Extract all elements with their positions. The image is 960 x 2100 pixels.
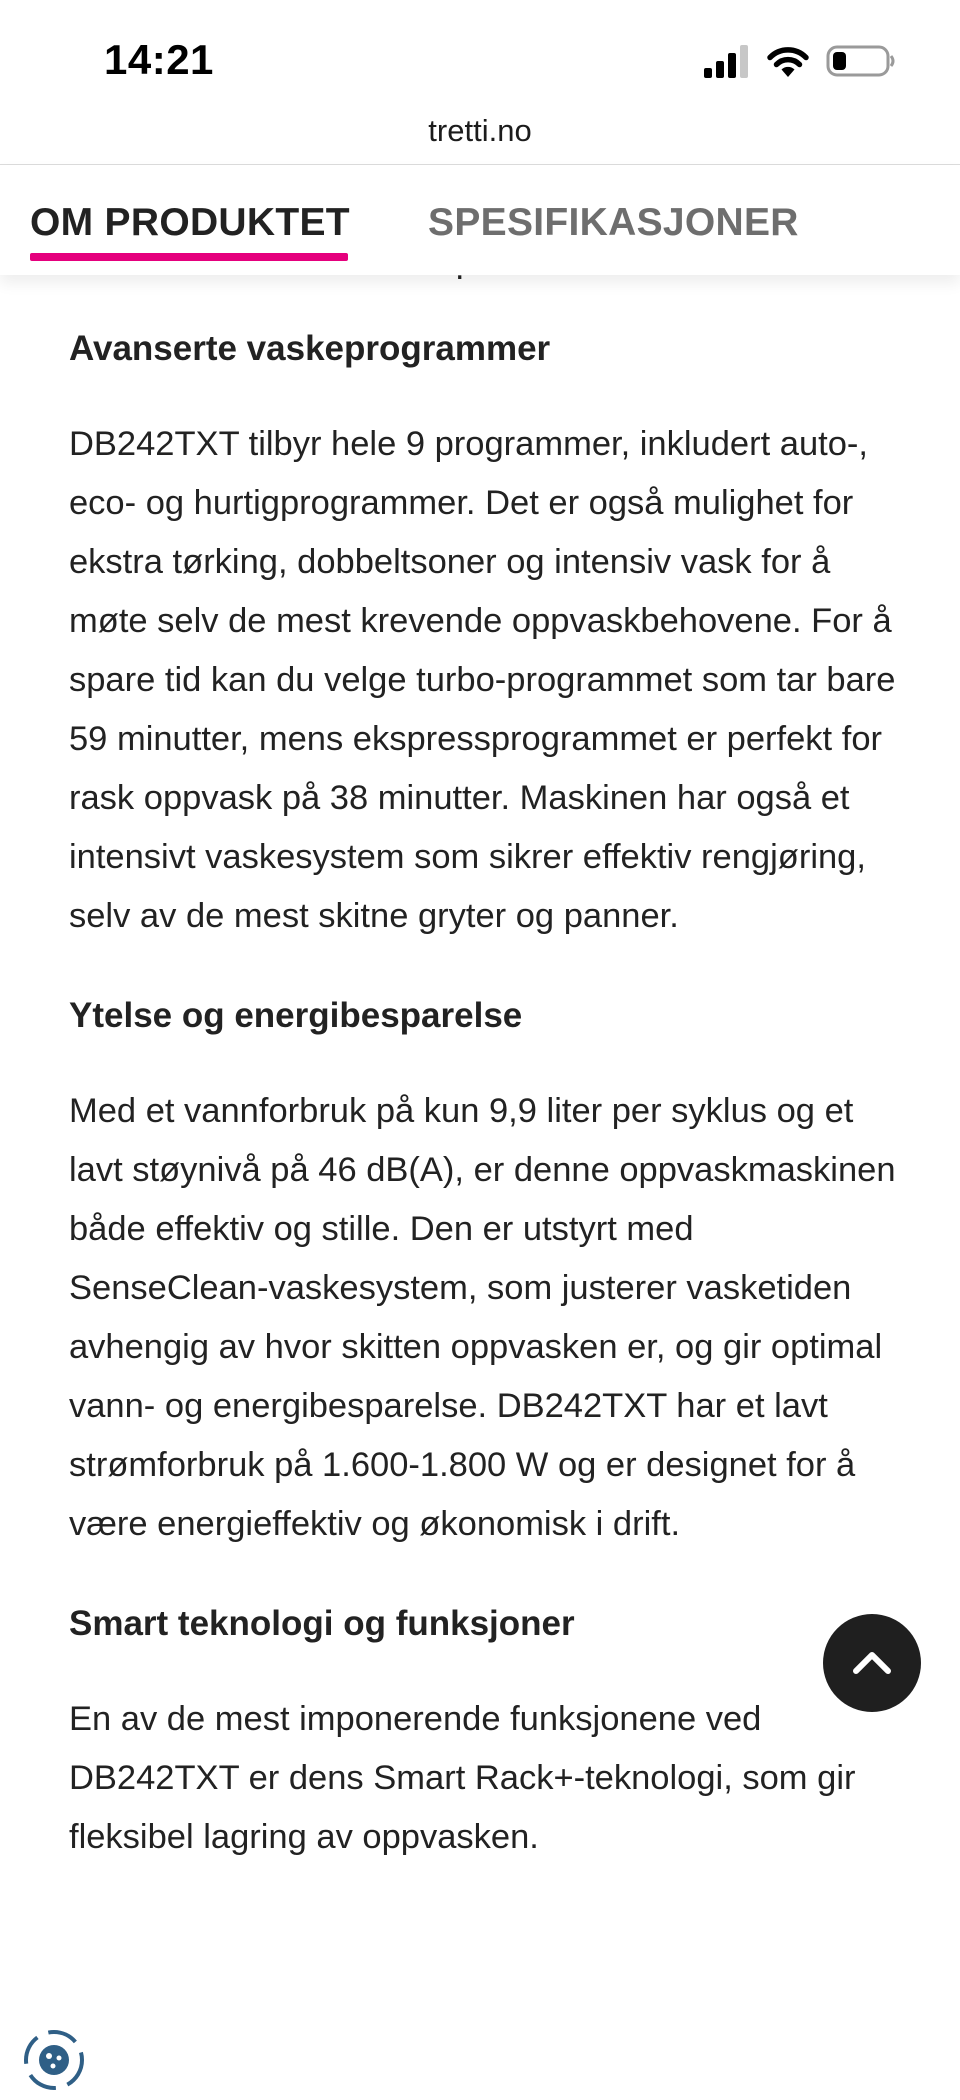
product-description xyxy=(69,275,899,1867)
battery-low-icon xyxy=(826,44,896,78)
status-icons xyxy=(702,44,896,78)
tab-om-produktet[interactable]: OM PRODUKTET xyxy=(30,201,350,244)
scroll-to-top-button[interactable] xyxy=(823,1614,921,1712)
wifi-icon xyxy=(766,44,810,78)
status-time: 14:21 xyxy=(104,36,214,83)
chevron-up-icon xyxy=(844,1635,900,1691)
address-bar[interactable]: tretti.no xyxy=(428,113,532,148)
cellular-signal-icon xyxy=(702,44,750,78)
section-body: Med et vannforbruk på kun 9,9 liter per syklus og et lavt støynivå på 46 dB(A), er denne oppvaskmaskinen både effektiv og stille. Den er utstyrt med SenseClean-vaskesystem, som justerer vasketiden avhengig av hvor skitten oppvasken er, og gir optimal vann- og energibesparelse. DB242TXT har et lavt strømforbruk på 1.600-1.800 W og er designet for å være energieffektiv og økonomisk i drift. xyxy=(69,1092,896,1543)
status-bar xyxy=(0,0,960,110)
tab-spesifikasjoner[interactable]: SPESIFIKASJONER xyxy=(428,201,799,244)
clipped-text-line xyxy=(69,275,899,283)
section-body: En av de mest imponerende funksjonene ved DB242TXT er dens Smart Rack+-teknologi, som gir fleksibel lagring av oppvasken. xyxy=(69,1700,856,1856)
active-tab-indicator xyxy=(30,253,348,261)
product-tab-bar xyxy=(0,165,960,275)
cookie-settings-button[interactable] xyxy=(14,2020,94,2100)
section-body: DB242TXT tilbyr hele 9 programmer, inkludert auto-, eco- og hurtigprogrammer. Det er også mulighet for ekstra tørking, dobbeltsoner og intensiv vask for å møte selv de mest krevende oppvaskbehovene. For å spare tid kan du velge turbo-programmet som tar bare 59 minutter, mens ekspressprogrammet er perfekt for rask oppvask på 38 minutter. Maskinen har også et intensivt vaskesystem som sikrer effektiv rengjøring, selv av de mest skitne gryter og panner. xyxy=(69,425,896,935)
section-heading: Avanserte vaskeprogrammer xyxy=(69,329,551,368)
section-heading: Ytelse og energibesparelse xyxy=(69,996,523,1035)
section-heading: Smart teknologi og funksjoner xyxy=(69,1604,575,1643)
cookie-settings-icon xyxy=(14,2020,94,2100)
